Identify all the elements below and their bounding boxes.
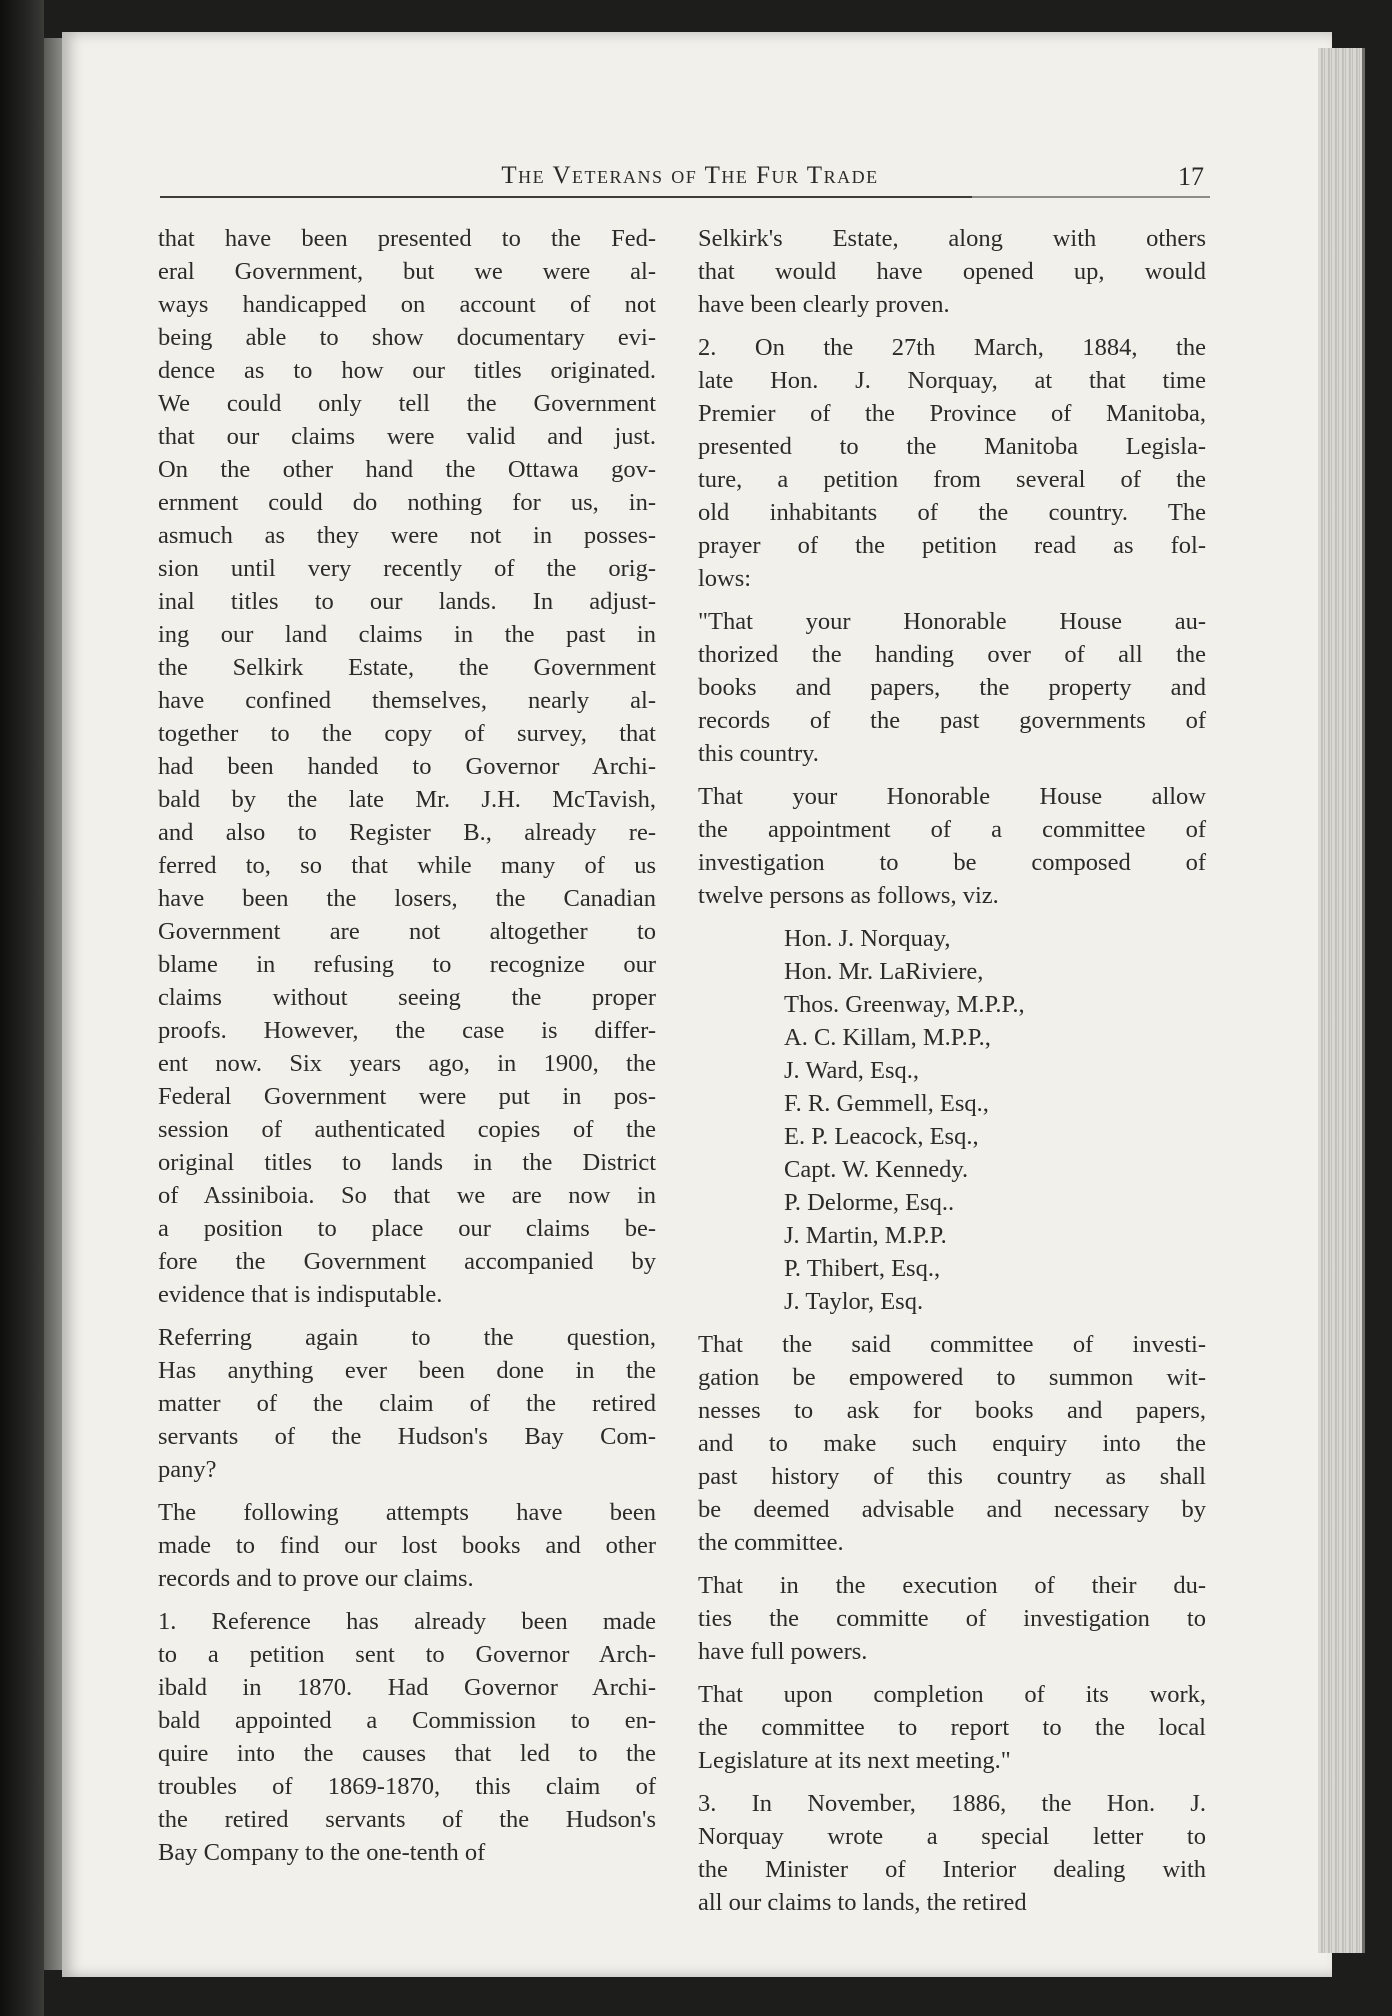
paragraph [698, 780, 1206, 912]
running-title: The Veterans of The Fur Trade [501, 162, 879, 189]
text-line: 3. In November, 1886, the Hon. J. [698, 1790, 1206, 1817]
committee-member: Hon. J. Norquay, [784, 925, 951, 952]
text-line: 2. On the 27th March, 1884, the [698, 334, 1206, 361]
text-line: a position to place our claims be- [158, 1215, 656, 1242]
text-line: Premier of the Province of Manitoba, [698, 400, 1206, 427]
paragraph [158, 1496, 656, 1595]
committee-list [698, 922, 1206, 1318]
text-line: all our claims to lands, the retired [698, 1889, 1027, 1916]
text-line: blame in refusing to recognize our [158, 951, 656, 978]
text-line: Federal Government were put in pos- [158, 1083, 656, 1110]
text-line: the committee. [698, 1529, 844, 1556]
text-line: asmuch as they were not in posses- [158, 522, 656, 549]
text-line: being able to show documentary evi- [158, 324, 656, 351]
paragraph [698, 1569, 1206, 1668]
committee-member: P. Delorme, Esq.. [784, 1189, 955, 1216]
text-line: the appointment of a committee of [698, 816, 1206, 843]
paragraph [698, 222, 1206, 321]
text-line: thorized the handing over of all the [698, 641, 1206, 668]
text-line: and also to Register B., already re- [158, 819, 656, 846]
left-column [158, 222, 656, 1879]
binding-strip [44, 38, 62, 1970]
text-line: Legislature at its next meeting." [698, 1747, 1011, 1774]
text-line: records and to prove our claims. [158, 1565, 474, 1592]
text-line: old inhabitants of the country. The [698, 499, 1206, 526]
committee-member: A. C. Killam, M.P.P., [784, 1024, 991, 1051]
text-line: On the other hand the Ottawa gov- [158, 456, 656, 483]
committee-member: J. Martin, M.P.P. [784, 1222, 947, 1249]
text-line: together to the copy of survey, that [158, 720, 656, 747]
text-line: inal titles to our lands. In adjust- [158, 588, 656, 615]
text-line: That the said committee of investi- [698, 1331, 1206, 1358]
text-line: that our claims were valid and just. [158, 423, 656, 450]
text-line: Selkirk's Estate, along with others [698, 225, 1206, 252]
paragraph [698, 1787, 1206, 1919]
committee-member: J. Ward, Esq., [784, 1057, 920, 1084]
text-line: nesses to ask for books and papers, [698, 1397, 1206, 1424]
text-line: and to make such enquiry into the [698, 1430, 1206, 1457]
paragraph [698, 331, 1206, 595]
text-line: Norquay wrote a special letter to [698, 1823, 1206, 1850]
text-line: investigation to be composed of [698, 849, 1206, 876]
text-line: ways handicapped on account of not [158, 291, 656, 318]
text-line: dence as to how our titles originated. [158, 357, 656, 384]
committee-member: P. Thibert, Esq., [784, 1255, 941, 1282]
text-line: this country. [698, 740, 819, 767]
text-line: That in the execution of their du- [698, 1572, 1206, 1599]
text-line: ent now. Six years ago, in 1900, the [158, 1050, 656, 1077]
text-line: bald by the late Mr. J.H. McTavish, [158, 786, 656, 813]
text-line: have been clearly proven. [698, 291, 950, 318]
text-line: That your Honorable House allow [698, 783, 1206, 810]
paragraph [158, 1605, 656, 1869]
text-line: the retired servants of the Hudson's [158, 1806, 656, 1833]
text-line: records of the past governments of [698, 707, 1206, 734]
text-line: lows: [698, 565, 752, 592]
text-line: servants of the Hudson's Bay Com- [158, 1423, 656, 1450]
text-line: bald appointed a Commission to en- [158, 1707, 656, 1734]
text-line: twelve persons as follows, viz. [698, 882, 999, 909]
text-line: sion until very recently of the orig- [158, 555, 656, 582]
paragraph [698, 1678, 1206, 1777]
text-line: that would have opened up, would [698, 258, 1206, 285]
text-line: ibald in 1870. Had Governor Archi- [158, 1674, 656, 1701]
paragraph [698, 1328, 1206, 1559]
text-line: troubles of 1869-1870, this claim of [158, 1773, 656, 1800]
text-line: have confined themselves, nearly al- [158, 687, 656, 714]
text-line: Government are not altogether to [158, 918, 656, 945]
header-rule-faded [972, 196, 1210, 198]
text-line: ties the committe of investigation to [698, 1605, 1206, 1632]
running-head [160, 162, 1210, 198]
text-line: of Assiniboia. So that we are now in [158, 1182, 656, 1209]
text-line: That upon completion of its work, [698, 1681, 1206, 1708]
committee-member: Thos. Greenway, M.P.P., [784, 991, 1025, 1018]
text-line: ture, a petition from several of the [698, 466, 1206, 493]
text-line: have been the losers, the Canadian [158, 885, 656, 912]
committee-member: E. P. Leacock, Esq., [784, 1123, 979, 1150]
text-line: eral Government, but we were al- [158, 258, 656, 285]
text-line: proofs. However, the case is differ- [158, 1017, 656, 1044]
text-line: Bay Company to the one-tenth of [158, 1839, 486, 1866]
text-line: evidence that is indisputable. [158, 1281, 443, 1308]
text-line: made to find our lost books and other [158, 1532, 656, 1559]
page-edges [1318, 48, 1365, 1953]
committee-member: F. R. Gemmell, Esq., [784, 1090, 989, 1117]
text-line: quire into the causes that led to the [158, 1740, 656, 1767]
text-line: The following attempts have been [158, 1499, 656, 1526]
text-line: the committee to report to the local [698, 1714, 1206, 1741]
text-line: the Minister of Interior dealing with [698, 1856, 1206, 1883]
text-line: prayer of the petition read as fol- [698, 532, 1206, 559]
text-line: gation be empowered to summon wit- [698, 1364, 1206, 1391]
text-line: to a petition sent to Governor Arch- [158, 1641, 656, 1668]
text-line: be deemed advisable and necessary by [698, 1496, 1206, 1523]
text-line: claims without seeing the proper [158, 984, 656, 1011]
text-line: ing our land claims in the past in [158, 621, 656, 648]
text-line: past history of this country as shall [698, 1463, 1206, 1490]
text-line: 1. Reference has already been made [158, 1608, 656, 1635]
text-line: ernment could do nothing for us, in- [158, 489, 656, 516]
right-column [698, 222, 1206, 1929]
book-spine-shadow [0, 0, 44, 2016]
text-line: the Selkirk Estate, the Government [158, 654, 656, 681]
text-line: have full powers. [698, 1638, 868, 1665]
text-line: Has anything ever been done in the [158, 1357, 656, 1384]
paragraph [158, 222, 656, 1311]
committee-member: J. Taylor, Esq. [784, 1288, 924, 1315]
text-line: pany? [158, 1456, 217, 1483]
text-line: fore the Government accompanied by [158, 1248, 656, 1275]
text-line: We could only tell the Government [158, 390, 656, 417]
text-line: books and papers, the property and [698, 674, 1206, 701]
paragraph [158, 1321, 656, 1486]
committee-member: Capt. W. Kennedy. [784, 1156, 969, 1183]
text-line: that have been presented to the Fed- [158, 225, 656, 252]
page-number: 17 [1178, 162, 1204, 191]
text-line: session of authenticated copies of the [158, 1116, 656, 1143]
text-line: original titles to lands in the District [158, 1149, 656, 1176]
text-line: matter of the claim of the retired [158, 1390, 656, 1417]
text-line: had been handed to Governor Archi- [158, 753, 656, 780]
text-line: "That your Honorable House au- [698, 608, 1206, 635]
text-line: late Hon. J. Norquay, at that time [698, 367, 1206, 394]
text-line: ferred to, so that while many of us [158, 852, 656, 879]
text-line: Referring again to the question, [158, 1324, 656, 1351]
committee-member: Hon. Mr. LaRiviere, [784, 958, 984, 985]
paragraph [698, 605, 1206, 770]
text-line: presented to the Manitoba Legisla- [698, 433, 1206, 460]
